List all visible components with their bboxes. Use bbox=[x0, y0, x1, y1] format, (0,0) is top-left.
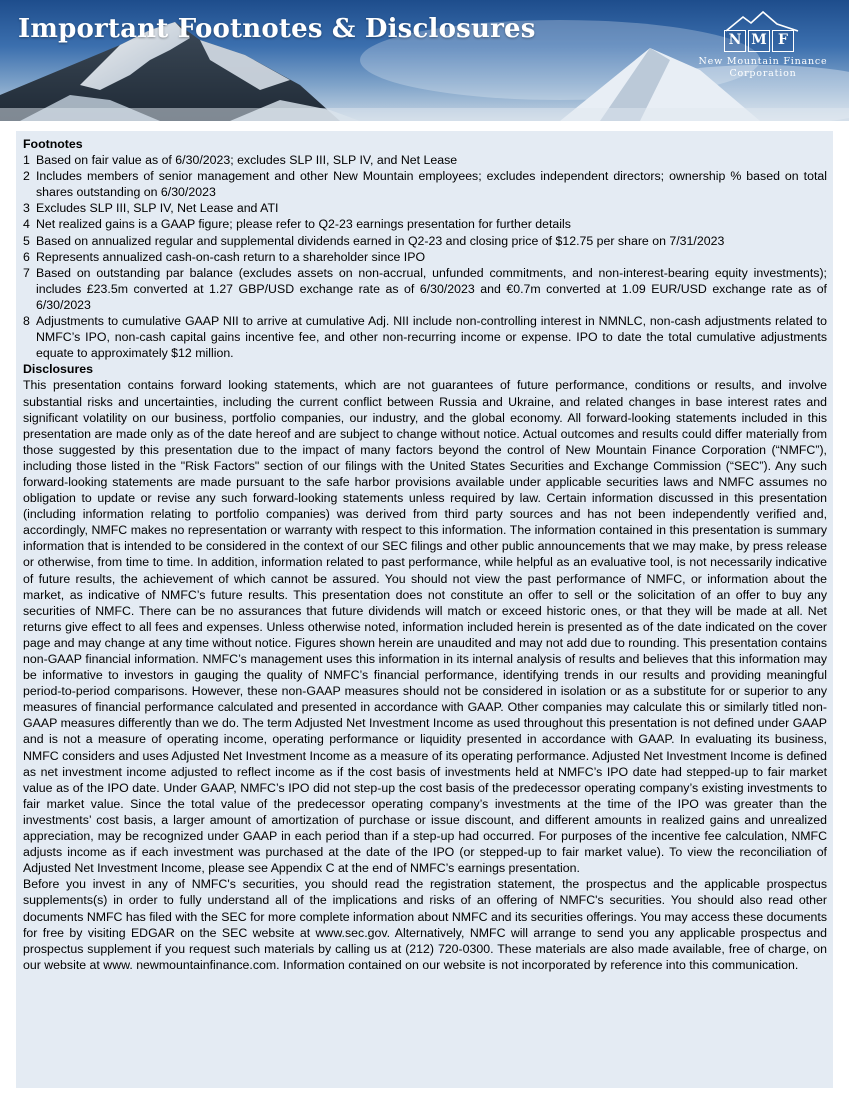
logo-letter-m: M bbox=[748, 30, 770, 52]
logo-letter-n: N bbox=[724, 30, 746, 52]
footnote-item bbox=[23, 216, 827, 232]
footnote-number: 7 bbox=[23, 265, 30, 280]
footnote-number: 1 bbox=[23, 153, 30, 168]
footnote-item bbox=[23, 233, 827, 249]
footnote-item bbox=[23, 168, 827, 200]
page-title: Important Footnotes & Disclosures bbox=[18, 14, 536, 44]
footnote-text: Net realized gains is a GAAP figure; please refer to Q2-23 earnings presentation for further details bbox=[36, 217, 571, 232]
logo-company-name-line1: New Mountain Finance bbox=[698, 56, 828, 67]
footnote-item bbox=[23, 265, 827, 313]
footnote-item bbox=[23, 200, 827, 216]
footnote-text: Represents annualized cash-on-cash return to a shareholder since IPO bbox=[36, 249, 426, 264]
footnotes-disclosures-panel bbox=[16, 131, 833, 1088]
footnote-text: Includes members of senior management and other New Mountain employees; excludes independent directors; ownership % based on total shares outstanding on 6/30/2023 bbox=[36, 169, 827, 200]
footnote-number: 5 bbox=[23, 233, 30, 248]
footnote-text: Excludes SLP III, SLP IV, Net Lease and ATI bbox=[36, 201, 279, 216]
nmf-logo bbox=[688, 10, 838, 90]
header-banner bbox=[0, 0, 849, 121]
disclosures-heading: Disclosures bbox=[23, 362, 93, 377]
disclosure-paragraph: This presentation contains forward looking statements, which are not guarantees of future performance, conditions or results, and involve substantial risks and uncertainties, including the current conflict between Russia and Ukraine, and related changes in base interest rates and significant volatility on our business, portfolio companies, our industry, and the global economy. All forward-looking statements included in this presentation are made only as of the date hereof and are subject to change without notice. Actual outcomes and results could differ materially from those suggested by this presentation due to the impact of many factors beyond the control of New Mountain Finance Corporation (“NMFC”), including those listed in the "Risk Factors" section of our filings with the United States Securities and Exchange Commission (“SEC”). Any such forward-looking statements are made pursuant to the safe harbor provisions available under applicable securities laws and NMFC assumes no obligation to update or revise any such forward-looking statements unless required by law. Certain information discussed in this presentation (including information relating to portfolio companies) was derived from third party sources and has not been independently verified and, accordingly, NMFC makes no representation or warranty with respect to this information. The information contained in this presentation is summary information that is intended to be considered in the context of our SEC filings and other public announcements that we may make, by press release or otherwise, from time to time. In addition, information related to past performance, while helpful as an evaluative tool, is not necessarily indicative of future results, the achievement of which cannot be assured. You should not view the past performance of NMFC, or information about the market, as indicative of NMFC’s future results. This presentation does not constitute an offer to sell or the solicitation of an offer to buy any securities of NMFC. There can be no assurances that future dividends will match or exceed historic ones, or that they will be made at all. Net returns give effect to all fees and expenses. Unless otherwise noted, information included herein is presented as of the date indicated on the cover page and may change at any time without notice. Figures shown herein are unaudited and may not add due to rounding. This presentation contains non-GAAP financial information. NMFC’s management uses this information in its internal analysis of results and believes that this information may be informative to investors in gauging the quality of NMFC’s financial performance, identifying trends in our results and providing meaningful period-to-period comparisons. However, these non-GAAP measures should not be considered in isolation or as a substitute for or superior to any measures of financial performance calculated and presented in accordance with GAAP. Other companies may calculate this or similarly titled non-GAAP measures differently than we do. The term Adjusted Net Investment Income as used throughout this presentation is not defined under GAAP and is not a measure of operating income, operating performance or liquidity presented in accordance with GAAP. In evaluating its business, NMFC considers and uses Adjusted Net Investment Income as a measure of its operating performance. Adjusted Net Investment Income is defined as net investment income adjusted to reflect income as if the cost basis of investments held at NMFC’s IPO date had stepped-up to fair market value as of the IPO date. Under GAAP, NMFC’s IPO did not step-up the cost basis of the predecessor operating company’s existing investments to fair market value. Since the total value of the predecessor operating company’s investments at the time of the IPO was greater than the investments’ cost basis, a larger amount of amortization of purchase or issue discount, and different amounts in realized gains and unrealized appreciation, may be recognized under GAAP in each period than if a step-up had occurred. For purposes of the incentive fee calculation, NMFC adjusts income as if each investment was purchased at the date of the IPO (or stepped-up to fair market value). To view the reconciliation of Adjusted Net Investment Income, please see Appendix C at the end of NMFC’s earnings presentation. bbox=[23, 378, 828, 876]
logo-letter-f: F bbox=[772, 30, 794, 52]
footnote-number: 2 bbox=[23, 169, 30, 184]
footnote-text: Based on outstanding par balance (excludes assets on non-accrual, unfunded commitments, and non-interest-bearing equity investments); includes £23.5m converted at 1.27 GBP/USD exchange rate as of 6/30/2023 and €0.7m converted at 1.09 EUR/USD exchange rate as of 6/30/2023 bbox=[36, 265, 827, 312]
footnote-number: 3 bbox=[23, 201, 30, 216]
footnote-number: 8 bbox=[23, 314, 30, 329]
footnote-item bbox=[23, 249, 827, 265]
footnote-number: 6 bbox=[23, 249, 30, 264]
footnotes-heading: Footnotes bbox=[23, 137, 83, 151]
logo-letter-boxes bbox=[724, 30, 794, 52]
footnote-item bbox=[23, 313, 827, 361]
footnote-text: Based on fair value as of 6/30/2023; excludes SLP III, SLP IV, and Net Lease bbox=[36, 153, 458, 168]
footnote-text: Adjustments to cumulative GAAP NII to arrive at cumulative Adj. NII include non-controlling interest in NMNLC, non-cash adjustments related to NMFC’s IPO, non-cash capital gains incentive fee, and other non-recurring income or expense. IPO to date the total cumulative adjustments equate to approximately $12 million. bbox=[36, 314, 827, 361]
footnote-item bbox=[23, 152, 827, 168]
mountain-roof-icon bbox=[725, 10, 799, 32]
footnote-number: 4 bbox=[23, 217, 30, 232]
footnote-text: Based on annualized regular and supplemental dividends earned in Q2-23 and closing price of $12.75 per share on 7/31/2023 bbox=[36, 233, 725, 248]
disclosure-paragraph: Before you invest in any of NMFC's securities, you should read the registration statement, the prospectus and the applicable prospectus supplements(s) in order to fully understand all of the implications and risks of an offering of NMFC's securities. You should also read other documents NMFC has filed with the SEC for more complete information about NMFC and its securities offerings. You may access these documents for free by visiting EDGAR on the SEC website at www.sec.gov. Alternatively, NMFC will arrange to send you any applicable prospectus and prospectus supplement if you request such materials by calling us at (212) 720-0300. These materials are also made available, free of charge, on our website at www. newmountainfinance.com. Information contained on our website is not incorporated by reference into this communication. bbox=[23, 877, 827, 972]
logo-company-name-line2: Corporation bbox=[729, 68, 797, 79]
